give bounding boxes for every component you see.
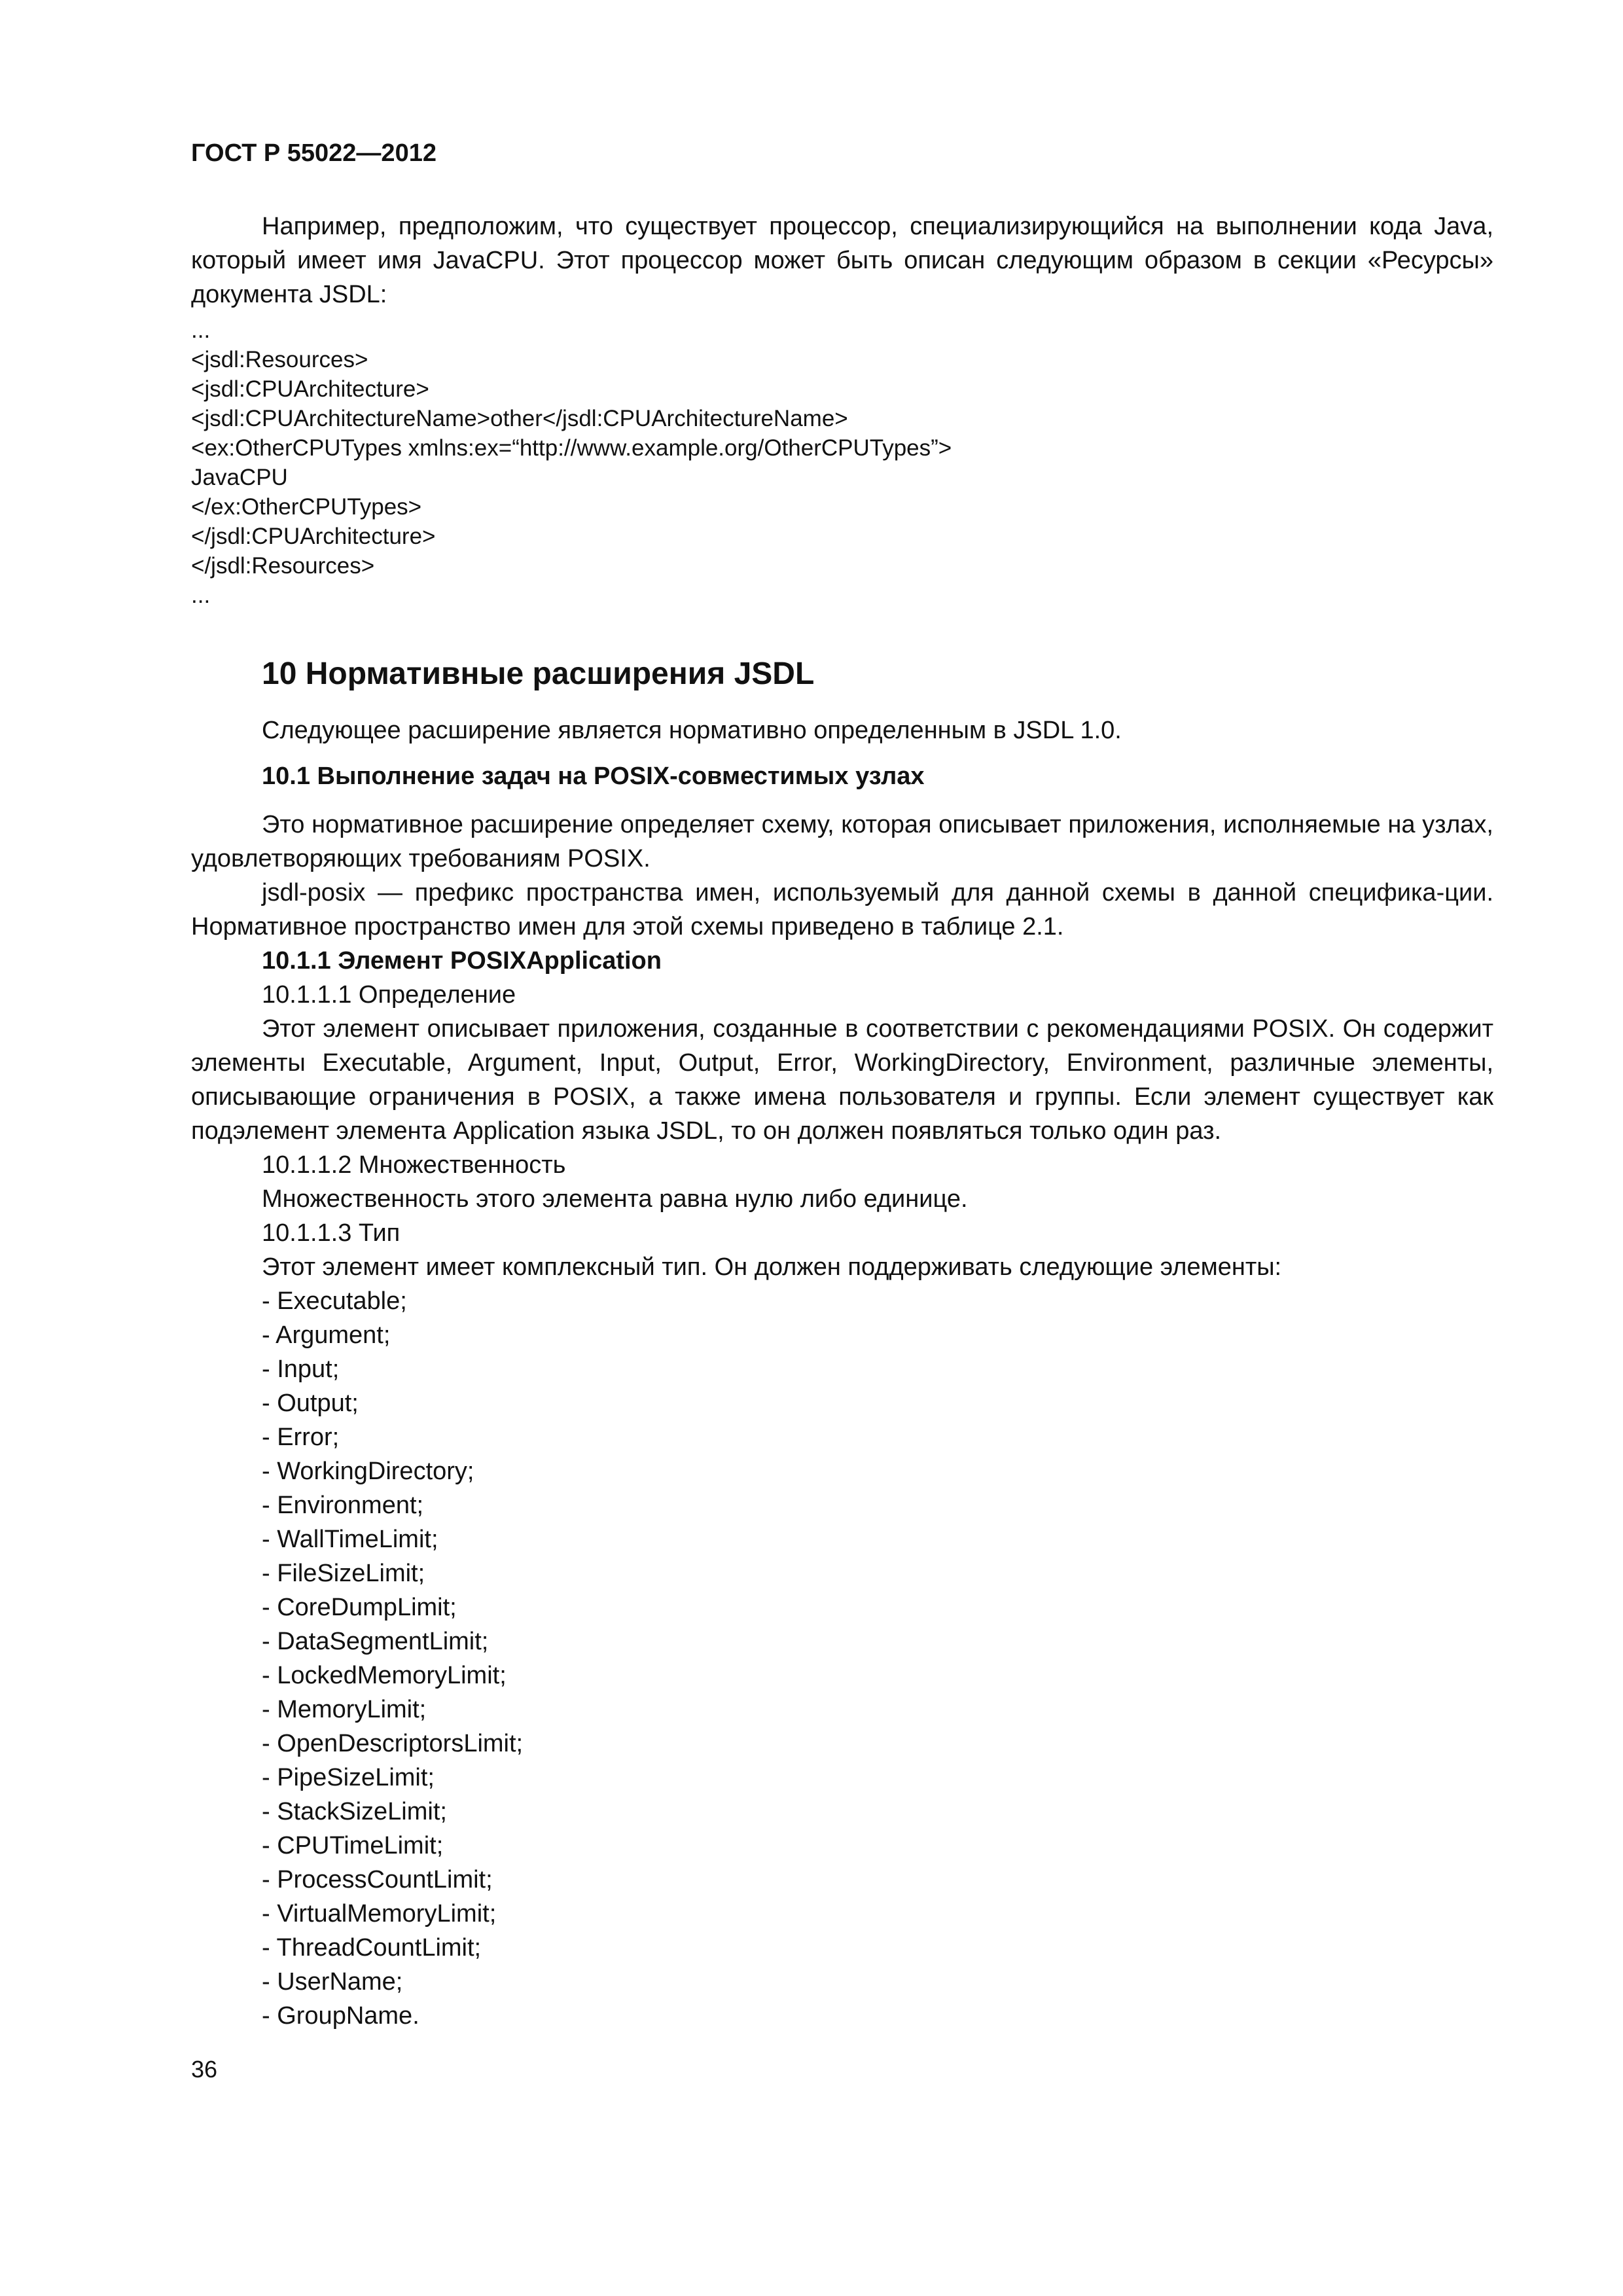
code-line: ...: [191, 317, 211, 343]
section-10-heading: 10 Нормативные расширения JSDL: [262, 656, 815, 691]
type-heading: 10.1.1.3 Тип: [262, 1219, 401, 1247]
list-item: - ThreadCountLimit;: [262, 1934, 482, 1962]
section-10-1-paragraph-1: Это нормативное расширение определяет схему, которая описывает приложения, исполняемые на узлах, удовлетворяющих требованиям POSIX.: [191, 811, 1493, 872]
section-10-paragraph: Следующее расширение является нормативно определенным в JSDL 1.0.: [262, 717, 1122, 744]
code-line: </jsdl:CPUArchitecture>: [191, 524, 436, 549]
list-item: - Argument;: [262, 1321, 391, 1349]
list-item: - PipeSizeLimit;: [262, 1764, 435, 1791]
element-list: [191, 1284, 1493, 2033]
list-item: - WallTimeLimit;: [262, 1526, 438, 1553]
code-line: <ex:OtherCPUTypes xmlns:ex=“http://www.example.org/OtherCPUTypes”>: [191, 435, 952, 461]
definition-text: Этот элемент описывает приложения, созданные в соответствии с рекомендациями POSIX. Он содержит элементы Executable, Argument, Input, Output, Error, WorkingDirectory, Environment, различные элементы, описывающие ограничения в POSIX, а также имена пользователя и группы. Если элемент существует как подэлемент элемента Application языка JSDL, то он должен появляться только один раз.: [191, 1015, 1493, 1145]
list-item: - Error;: [262, 1424, 340, 1451]
section-10-1-heading: 10.1 Выполнение задач на POSIX-совместимых узлах: [262, 762, 925, 790]
code-line: <jsdl:CPUArchitectureName>other</jsdl:CPUArchitectureName>: [191, 406, 848, 431]
list-item: - Executable;: [262, 1287, 407, 1315]
section-10-1-paragraph-2: jsdl-posix — префикс пространства имен, используемый для данной схемы в данной специфика-ции. Нормативное пространство имен для этой схемы приведено в таблице 2.1.: [191, 879, 1493, 941]
document-page: [191, 137, 1493, 2033]
code-line: </jsdl:Resources>: [191, 553, 375, 579]
list-item: - UserName;: [262, 1968, 403, 1996]
list-item: - OpenDescriptorsLimit;: [262, 1730, 524, 1757]
list-item: - Input;: [262, 1355, 340, 1383]
list-item: - Output;: [262, 1390, 359, 1417]
intro-paragraph: Например, предположим, что существует процессор, специализирующийся на выполнении кода Java, который имеет имя JavaCPU. Этот процессор может быть описан следующим образом в секции «Ресурсы» документа JSDL:: [191, 213, 1493, 308]
list-item: - DataSegmentLimit;: [262, 1628, 489, 1655]
list-item: - StackSizeLimit;: [262, 1798, 447, 1825]
list-item: - VirtualMemoryLimit;: [262, 1900, 497, 1928]
list-item: - MemoryLimit;: [262, 1696, 427, 1723]
list-item: - CoreDumpLimit;: [262, 1594, 457, 1621]
code-line: <jsdl:Resources>: [191, 347, 368, 372]
section-10-1-1-heading: 10.1.1 Элемент POSIXApplication: [262, 947, 662, 975]
list-item: - CPUTimeLimit;: [262, 1832, 444, 1859]
list-item: - FileSizeLimit;: [262, 1560, 425, 1587]
page-number: 36: [191, 2056, 218, 2083]
code-block: [191, 315, 1493, 610]
type-text: Этот элемент имеет комплексный тип. Он должен поддерживать следующие элементы:: [262, 1253, 1282, 1281]
list-item: - GroupName.: [262, 2002, 419, 2030]
code-line: JavaCPU: [191, 465, 288, 490]
multiplicity-text: Множественность этого элемента равна нулю либо единице.: [262, 1185, 968, 1213]
list-item: - ProcessCountLimit;: [262, 1866, 493, 1893]
definition-heading: 10.1.1.1 Определение: [262, 981, 516, 1009]
list-item: - Environment;: [262, 1492, 424, 1519]
multiplicity-heading: 10.1.1.2 Множественность: [262, 1151, 566, 1179]
code-line: ...: [191, 583, 211, 608]
list-item: - WorkingDirectory;: [262, 1458, 474, 1485]
code-line: <jsdl:CPUArchitecture>: [191, 376, 429, 402]
code-line: </ex:OtherCPUTypes>: [191, 494, 422, 520]
document-id: ГОСТ Р 55022—2012: [191, 139, 437, 167]
list-item: - LockedMemoryLimit;: [262, 1662, 507, 1689]
